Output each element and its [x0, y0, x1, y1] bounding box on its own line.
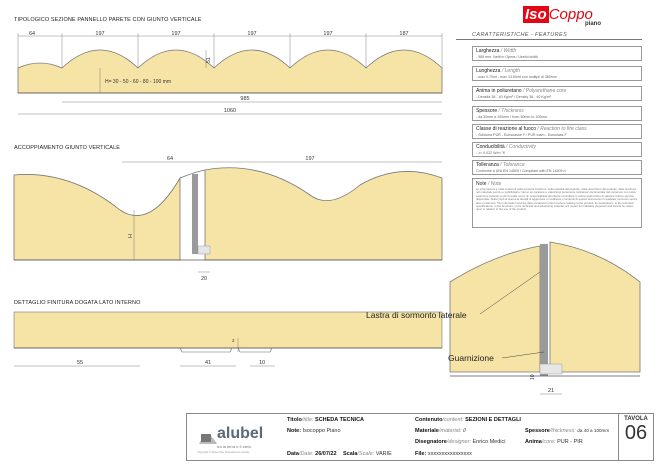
- panel-section-drawing: [10, 28, 450, 120]
- file-value: xxxxxxxxxxxxxxxx: [427, 451, 472, 457]
- dim-187: 187: [399, 31, 409, 37]
- overlap-detail-drawing: [440, 232, 650, 404]
- title-value: SCHEDA TECNICA: [315, 417, 365, 423]
- dim-2: 2: [232, 338, 235, 343]
- dim-h-range: H= 30 - 50 - 60 - 80 - 100 mm: [105, 79, 172, 85]
- notes-box: Note / Note Le informazioni e i dati contenuti nella presente brochure, sulla quantità del prodotto, delle descrizioni del prodotto, delle brochure, nel materiale tecnico e pubblicitario, hanno un carattere e valenzione puramente indicativa/ documentale del contenuto non potrà esprimere ostacoli su chi di quale uomo. E' responsabilità del cliente controllare in ordine quali al fine di valutare l'ultimo servizio disponibile. Alubel SpA si riserva la facoltà di aggiornare o modificare i contenuti di questo documento in qualsiasi momento senza alcun preavviso. The information and the data contained in this brochure relating to the product, its descriptions, in the technical specifications, in the brochure, in the technical and advertising material, are meant for indicative purposes and cannot be relied upon in relation to the use of the product.: [472, 178, 642, 228]
- dim-10: 10: [530, 374, 536, 380]
- dim-197-d: 197: [323, 31, 333, 37]
- feature-thickness: Spessore / Thickness - da 30mm a 100mm / from 30mm to 100mm: [472, 106, 642, 121]
- section-title-1: TIPOLOGICO SEZIONE PANNELLO PARETE CON GIUNTO VERTICALE: [14, 17, 202, 23]
- dim-51: 51: [206, 57, 212, 63]
- material-value: //: [463, 428, 467, 434]
- feature-tolerance: Tolleranza / Tolerance Conforme a UNI EN 14509 / Compliant with EN 14509 rt: [472, 160, 642, 175]
- content-value: SEZIONI E DETTAGLI: [465, 417, 521, 423]
- dim-1060: 1060: [223, 108, 237, 114]
- dim-10: 10: [258, 360, 266, 366]
- joint-coupling-drawing: [10, 150, 450, 288]
- isocoppo-logo: Iso Coppo piano: [525, 6, 601, 27]
- section-title-3: DETTAGLIO FINITURA DOGATA LATO INTERNO: [14, 300, 141, 306]
- dim-41: 41: [204, 360, 212, 366]
- dim-55: 55: [76, 360, 84, 366]
- label-lastra: Lastra di sormonto laterale: [366, 310, 467, 320]
- dim-197: 197: [305, 156, 315, 162]
- features-divider: [456, 39, 642, 40]
- dim-985: 985: [240, 96, 250, 102]
- feature-length: Lunghezza / Length - max 0.70mt - max 13.60mt con multipli di 380mm: [472, 66, 642, 81]
- dim-197-c: 197: [247, 31, 257, 37]
- core-value: PUR - PIR: [557, 439, 583, 445]
- sheet-number: TAVOLA 06: [618, 414, 653, 460]
- dim-h: H: [128, 234, 134, 238]
- thickness-value: da 40 a 100mm: [577, 428, 610, 433]
- dim-64: 64: [166, 156, 174, 162]
- dim-20: 20: [200, 276, 208, 282]
- feature-conductivity: Conducibilità / Conductivity - λ= 0.022 W/m °K: [472, 142, 642, 157]
- dim-64: 64: [28, 31, 36, 37]
- feature-fire-class: Classe di reazione al fuoco / Reaction to fire class - Schiuma PUR - Euroclasse F / PUR foam - Euroclass F: [472, 124, 642, 139]
- title-block: alubel tra la terra e il cielo Copyright © Alubel Spa. Riproduzione vietata. Titolo/title: SCHEDA TECNICA Note: Isocoppo Piano Data/Date: 26/07/22 Scala/Scale: VARIE Contenuto/content: SEZIONI E DETTAGLI Materiale/material: // Disegnatore/designer: Enrico Medici File: xxxxxxxxxxxxxxxx Spessore/thickness: da 40 a 100mm Anima/core: PUR - PIR TAVOLA 06: [186, 413, 654, 461]
- note-value: Isocoppo Piano: [302, 428, 341, 434]
- feature-core: Anima in poliuretano / Polyurethane core - Densità 38 - 40 Kg/m³ / Density 38 - 40 Kg/m³: [472, 86, 642, 101]
- svg-text:alubel: alubel: [217, 425, 264, 442]
- feature-width: Larghezza / Width - 985 mm. Netti in Opera / Useful width: [472, 46, 642, 61]
- date-value: 26/07/22: [315, 451, 337, 457]
- dim-21: 21: [547, 388, 555, 394]
- features-heading: CARATTERISTICHE - FEATURES: [472, 32, 568, 38]
- section-title-2: ACCOPPIAMENTO GIUNTO VERTICALE: [14, 145, 120, 151]
- scale-value: VARIE: [375, 451, 392, 457]
- dim-197-a: 197: [95, 31, 105, 37]
- dim-197-b: 197: [171, 31, 181, 37]
- designer-value: Enrico Medici: [472, 439, 506, 445]
- label-guarnizione: Guarnizione: [448, 353, 494, 363]
- alubel-logo: alubel tra la terra e il cielo Copyright © Alubel Spa. Riproduzione vietata.: [197, 425, 264, 454]
